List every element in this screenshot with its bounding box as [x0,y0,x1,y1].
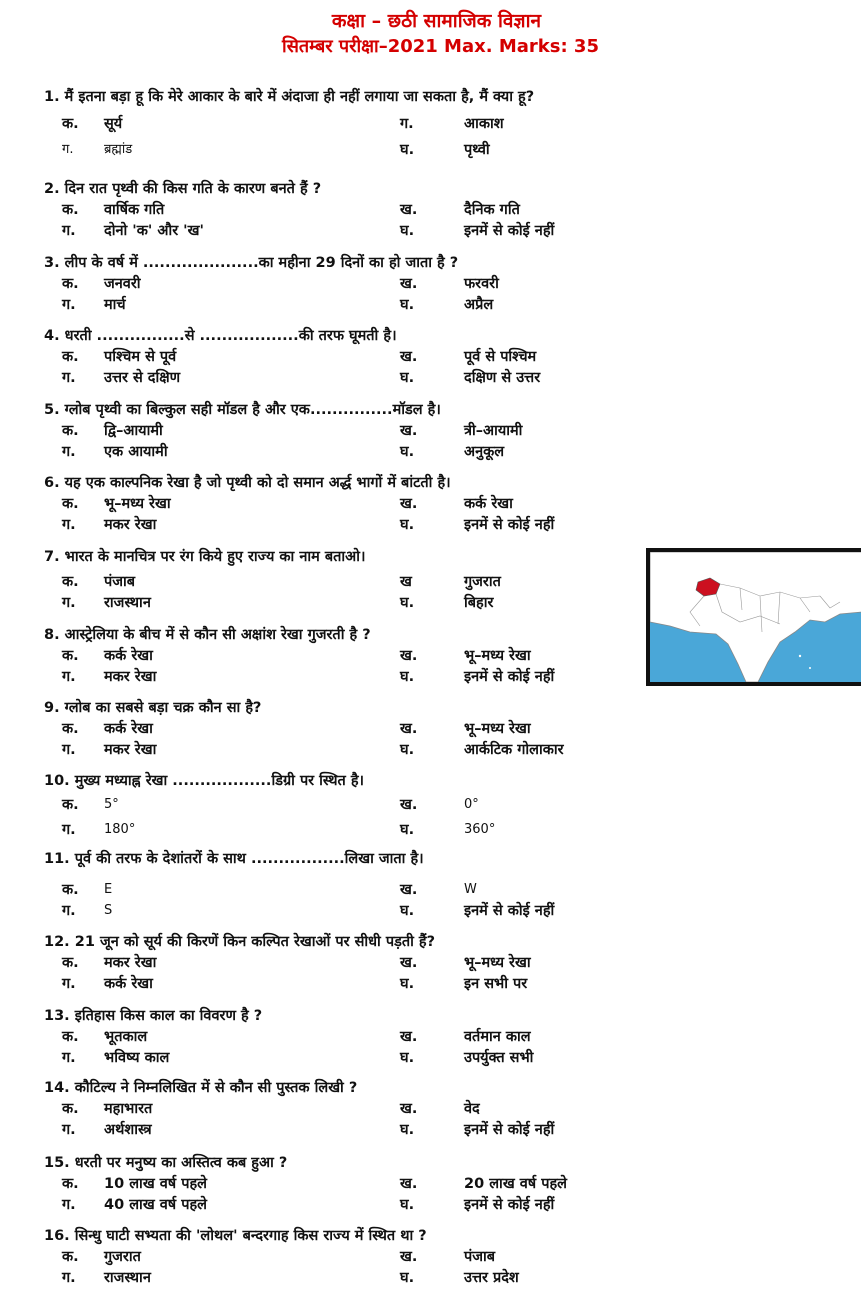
options: क. कर्क रेखा ख. भू–मध्य रेखा ग. मकर रेखा घ. इनमें से कोई नहीं [62,648,555,685]
question-14 [44,1077,844,1141]
question-text: 3. लीप के वर्ष में .....................का महीना 29 दिनों का हो जाता है ? [44,255,459,271]
exam-title: कक्षा – छठी सामाजिक विज्ञान [331,10,542,32]
options: क. महाभारत ख. वेद ग. अर्थशास्त्र घ. इनमें से कोई नहीं [62,1101,555,1138]
question-text: 14. कौटिल्य ने निम्नलिखित में से कौन सी पुस्तक लिखी ? [44,1080,358,1096]
question-text: 7. भारत के मानचित्र पर रंग किये हुए राज्य का नाम बताओ। [44,549,366,565]
question-text: 13. इतिहास किस काल का विवरण है ? [44,1008,263,1024]
question-10 [44,770,844,843]
question-text: 1. मैं इतना बड़ा हू कि मेरे आकार के बारे में अंदाजा ही नहीं लगाया जा सकता है, मैं क्या हू? [44,89,535,105]
question-3 [44,252,844,316]
exam-subtitle: सितम्बर परीक्षा–2021 Max. Marks: 35 [282,36,599,57]
question-text: 16. सिन्धु घाटी सभ्यता की 'लोथल' बन्दरगाह किस राज्य में स्थित था ? [44,1228,427,1244]
options: क. वार्षिक गति ख. दैनिक गति ग. दोनो 'क' और 'ख' घ. इनमें से कोई नहीं [62,202,555,239]
question-8 [44,624,844,688]
question-text: 4. धरती ................से ..................की तरफ घूमती है। [44,328,397,344]
question-text: 15. धरती पर मनुष्य का अस्तित्व कब हुआ ? [44,1155,288,1171]
options: क. E ख. W ग. S घ. इनमें से कोई नहीं [62,882,555,919]
options: क. कर्क रेखा ख. भू–मध्य रेखा ग. मकर रेखा घ. आर्कटिक गोलाकार [62,721,564,758]
options: क. जनवरी ख. फरवरी ग. मार्च घ. अप्रैल [62,276,499,313]
question-text: 8. आस्ट्रेलिया के बीच में से कौन सी अक्षांश रेखा गुजरती है ? [44,627,371,643]
question-text: 10. मुख्य मध्याह्न रेखा ..................डिग्री पर स्थित है। [44,773,365,789]
options: क. पंजाब ख गुजरात ग. राजस्थान घ. बिहार [62,574,501,611]
question-2 [44,178,844,242]
options: क. द्वि–आयामी ख. त्री–आयामी ग. एक आयामी घ. अनुकूल [62,423,523,460]
question-9 [44,697,844,761]
options: क. गुजरात ख. पंजाब ग. राजस्थान घ. उत्तर प्रदेश [62,1249,519,1286]
options: क. सूर्य ग. आकाश ग. ब्रह्मांड घ. पृथ्वी [62,116,504,158]
options: क. भू–मध्य रेखा ख. कर्क रेखा ग. मकर रेखा घ. इनमें से कोई नहीं [62,496,555,533]
question-text: 6. यह एक काल्पनिक रेखा है जो पृथ्वी को दो समान अर्द्ध भागों में बांटती है। [44,475,451,491]
question-text: 2. दिन रात पृथ्वी की किस गति के कारण बनते हैं ? [44,181,322,197]
options: क. 10 लाख वर्ष पहले ख. 20 लाख वर्ष पहले ग. 40 लाख वर्ष पहले घ. इनमें से कोई नहीं [62,1176,567,1213]
question-1 [44,86,844,162]
exam-header [0,8,861,60]
question-text: 5. ग्लोब पृथ्वी का बिल्कुल सही मॉडल है और एक...............मॉडल है। [44,402,441,418]
question-text: 12. 21 जून को सूर्य की किरणें किन कल्पित रेखाओं पर सीधी पड़ती हैं? [44,934,436,950]
question-16 [44,1225,844,1289]
question-15 [44,1152,844,1216]
question-text: 11. पूर्व की तरफ के देशांतरों के साथ .................लिखा जाता है। [44,851,424,867]
options: क. भूतकाल ख. वर्तमान काल ग. भविष्य काल घ. उपर्युक्त सभी [62,1029,534,1066]
question-6 [44,472,844,536]
options: क. 5° ख. 0° ग. 180° घ. 360° [62,797,496,838]
question-5 [44,399,844,463]
question-13 [44,1005,844,1069]
question-text: 9. ग्लोब का सबसे बड़ा चक्र कौन सा है? [44,700,262,716]
options: क. मकर रेखा ख. भू–मध्य रेखा ग. कर्क रेखा घ. इन सभी पर [62,955,531,992]
options: क. पश्चिम से पूर्व ख. पूर्व से पश्चिम ग. उत्तर से दक्षिण घ. दक्षिण से उत्तर [62,349,541,386]
question-11 [44,848,844,922]
question-12 [44,931,844,995]
question-4 [44,325,844,389]
